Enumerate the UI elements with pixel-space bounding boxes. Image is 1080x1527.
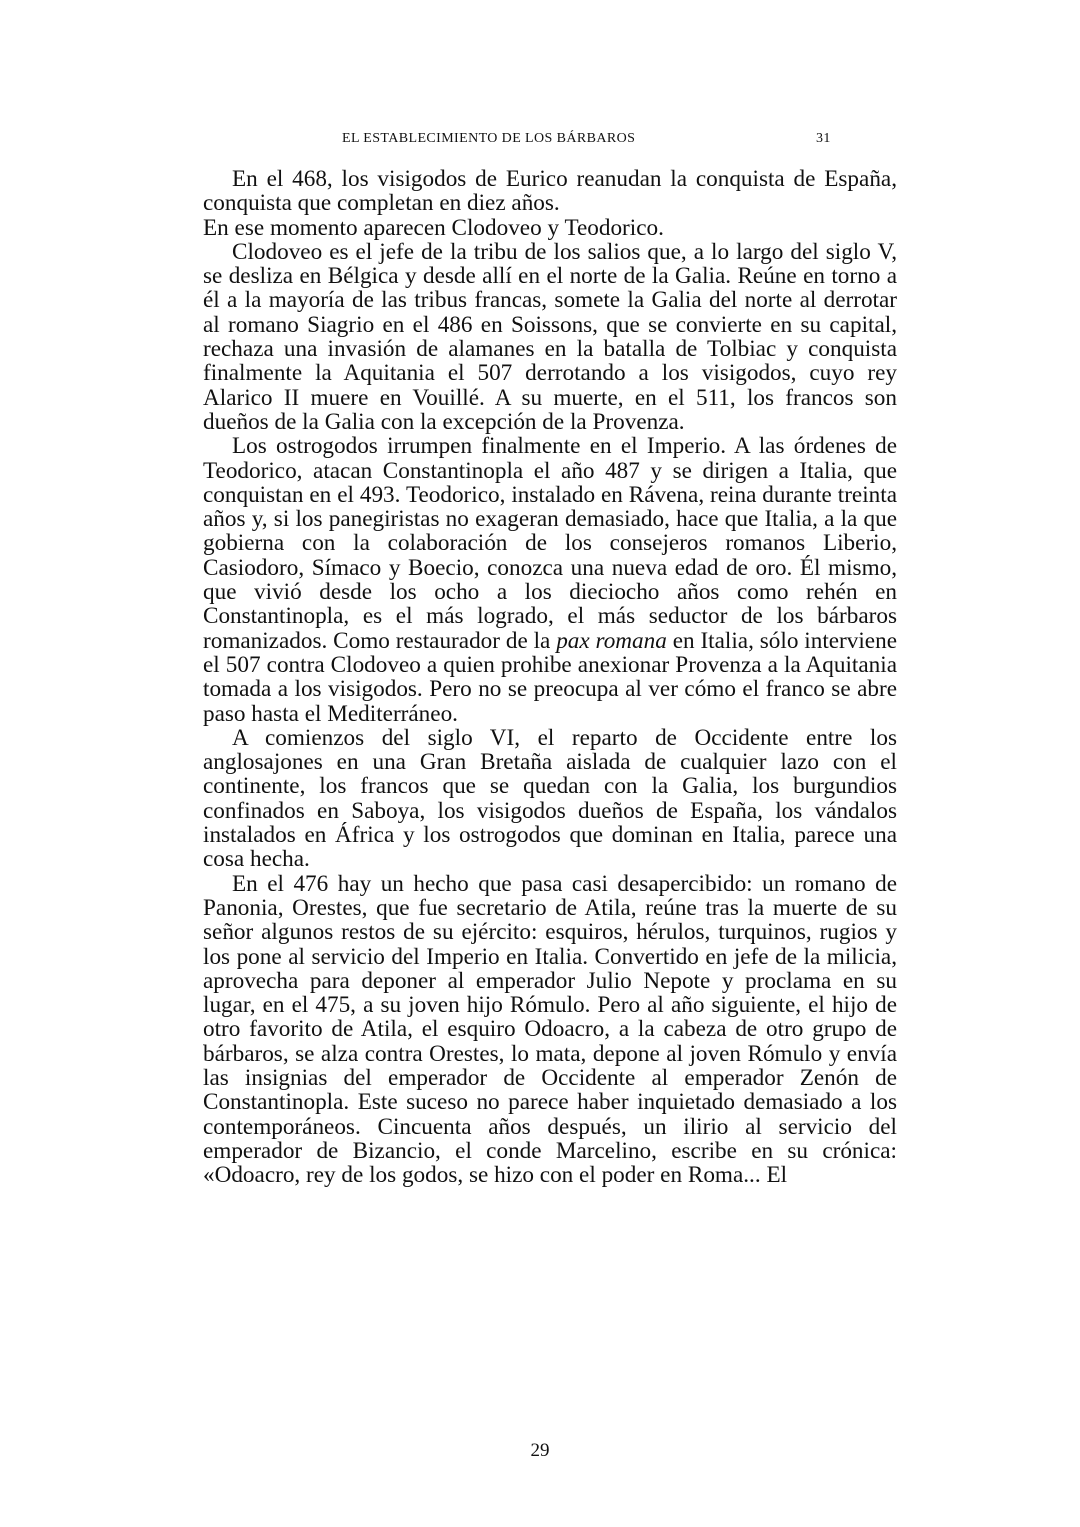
paragraph: En ese momento aparecen Clodoveo y Teodorico. bbox=[203, 214, 664, 241]
italic-phrase: pax romana bbox=[556, 627, 667, 654]
paragraph-text: en Italia, sólo interviene el 507 contra Clodoveo a quien prohibe anexionar Provenza a la Aquitania tomada a los visigodos. Pero no se preocupa al ver cómo el franco se abre paso hasta el Mediterráneo. bbox=[203, 627, 897, 727]
paragraph-text: Los ostrogodos irrumpen finalmente en el Imperio. A las órdenes de Teodorico, atacan Constantinopla el año 487 y se dirigen a Italia, que conquistan en el 493. Teodorico, instalado en Rávena, reina durante treinta años y, si los panegiristas no exageran demasiado, hace que Italia, a la que gobierna con la colaboración de los consejeros romanos Liberio, Casiodoro, Símaco y Boecio, conozca una nueva edad de oro. Él mismo, que vivió desde los ocho a los dieciocho años como rehén en Constantinopla, es el más logrado, el más seductor de los bárbaros romanizados. Como restaurador de la bbox=[203, 433, 897, 654]
paragraph: En el 468, los visigodos de Eurico reanudan la conquista de España, conquista que completan en diez años. bbox=[203, 166, 897, 217]
running-title: EL ESTABLECIMIENTO DE LOS BÁRBAROS bbox=[342, 131, 636, 146]
running-head bbox=[0, 131, 1080, 151]
paragraph: A comienzos del siglo VI, el reparto de Occidente entre los anglosajones en una Gran Bretaña aislada de cualquier lazo con el continente, los francos que se quedan con la Galia, los burgundios confinados en Saboya, los visigodos dueños de España, los vándalos instalados en África y los ostrogodos que dominan en Italia, parece una cosa hecha. bbox=[203, 724, 897, 873]
paragraph: En el 476 hay un hecho que pasa casi desapercibido: un romano de Panonia, Orestes, que fue secretario de Atila, reúne tras la muerte de su señor algunos restos de su ejército: esquiros, hérulos, turquinos, rugios y los pone al servicio del Imperio en Italia. Convertido en jefe de la milicia, aprovecha para deponer al emperador Julio Nepote y proclama en su lugar, en el 475, a su joven hijo Rómulo. Pero al año siguiente, el hijo de otro favorito de Atila, el esquiro Odoacro, a la cabeza de otro grupo de bárbaros, se alza contra Orestes, lo mata, depone al joven Rómulo y envía las insignias del emperador de Occidente al emperador Zenón de Constantinopla. Este suceso no parece haber inquietado demasiado a los contemporáneos. Cincuenta años después, un ilirio al servicio del emperador de Bizancio, el conde Marcelino, escribe en su crónica: «Odoacro, rey de los godos, se hizo con el poder en Roma... El bbox=[203, 870, 897, 1189]
paragraph bbox=[203, 434, 897, 726]
body-text bbox=[203, 167, 897, 1187]
footer-page-number: 29 bbox=[530, 1440, 550, 1461]
paragraph: Clodoveo es el jefe de la tribu de los salios que, a lo largo del siglo V, se desliza en Bélgica y desde allí en el norte de la Galia. Reúne en torno a él a la mayoría de las tribus francas, somete la Galia del norte al derrotar al romano Siagrio en el 486 en Soissons, que se convierte en su capital, rechaza una invasión de alamanes en la batalla de Tolbiac y conquista finalmente la Aquitania el 507 derrotando a los visigodos, cuyo rey Alarico II muere en Vouillé. A su muerte, en el 511, los francos son dueños de la Galia con la excepción de la Provenza. bbox=[203, 238, 897, 435]
header-page-number: 31 bbox=[816, 131, 831, 146]
